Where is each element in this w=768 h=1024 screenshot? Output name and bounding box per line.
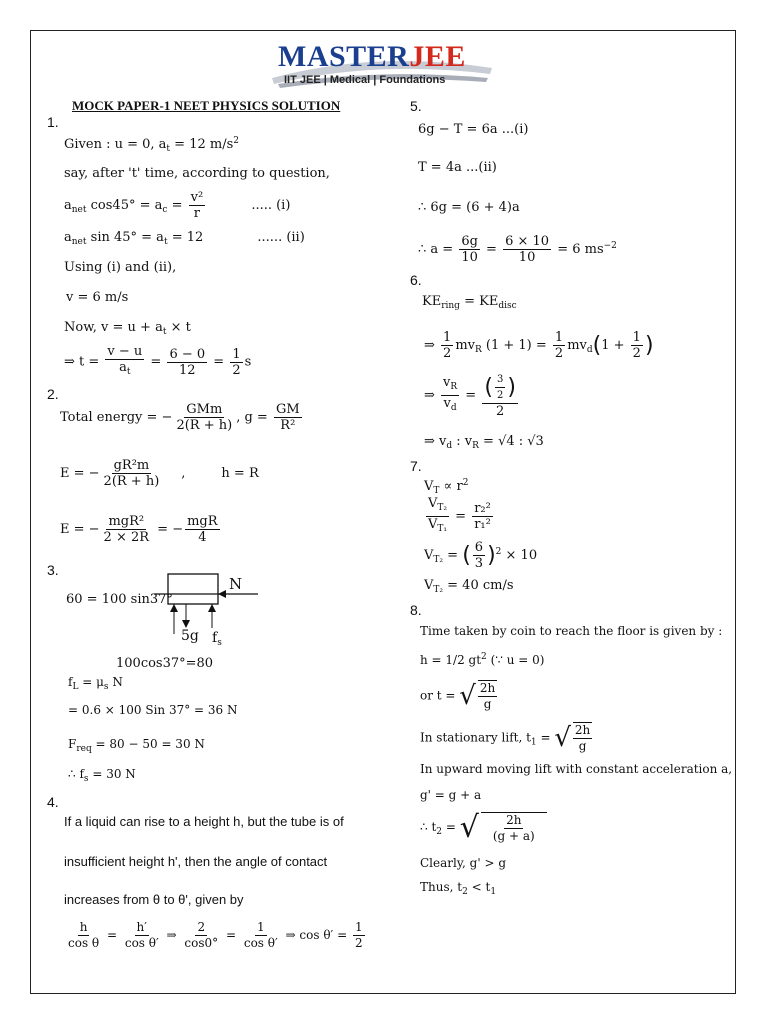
- q5-l1: 6g − T = 6a ...(i): [418, 122, 529, 137]
- q5-l4: ∴ a = $\frac{6g}{10}$ = $\frac{6 \times 10}{10}$ = 6 $ms^{-2}$: [418, 234, 617, 265]
- q1-t: ⇒ t = $\frac{v - u}{a_t}$ = $\frac{6 - 0}{12}$ = $\frac{1}{2}$ s: [64, 344, 252, 378]
- question-number-4: 4.: [47, 794, 59, 810]
- question-number-2: 2.: [47, 386, 59, 402]
- q2-total-energy: Total energy = − $\frac{\text{GMm}}{2(R + h)}$ , g = $\frac{GM}{\text{R²}}$: [60, 402, 300, 433]
- question-number-7: 7.: [410, 458, 422, 474]
- q6-l2: ⇒ $\frac{1}{2}$ $mv_R$ (1 + 1) = $\frac{1}{2}$ $mv_d(1$ + $\frac{1}{2}$ ): [424, 330, 654, 361]
- q7-l1: $V_T \propto r^2$: [424, 478, 469, 496]
- q5-l3: ∴ 6g = (6 + 4)a: [418, 200, 520, 215]
- question-number-1: 1.: [47, 114, 59, 130]
- q8-p7: ∴ $t_2$ = √ $\frac{2h}{(g + a)}$: [420, 810, 549, 845]
- q1-now: Now, $v = u + a_t \times t$: [64, 320, 191, 337]
- q3-block-diagram: [150, 568, 270, 658]
- q1-eq2: $a_{net}$ $\sin 45^\circ = a_t = 12$ ...... (ii): [64, 230, 305, 247]
- q8-p5: In upward moving lift with constant acceleration a,: [420, 762, 733, 776]
- masterjee-logo: [268, 38, 496, 94]
- q8-p9: Thus, $t_2 < t_1$: [420, 880, 497, 897]
- q8-p8: Clearly, g' > g: [420, 856, 507, 870]
- q1-using: Using (i) and (ii),: [64, 260, 177, 275]
- q8-p6: g' = g + a: [420, 788, 482, 802]
- q1-say: say, after 't' time, according to question,: [64, 166, 330, 181]
- q1-v: v = 6 m/s: [66, 290, 129, 305]
- q3-top-label: 60 = 100 sin37°: [66, 592, 173, 607]
- question-number-3: 3.: [47, 562, 59, 578]
- q2-e2: E = − $\frac{\text{mgR²}}{2 \times 2R}$ = − $\frac{\text{mgR}}{4}$: [60, 514, 218, 545]
- q4-p2: insufficient height h', then the angle of contact: [64, 854, 328, 869]
- q7-l3: $V_{T_2}$ = ( $\frac{6}{3}$ )$^2$ × 10: [424, 540, 538, 571]
- question-number-6: 6.: [410, 272, 422, 288]
- q6-ke: $KE_{ring} = KE_{disc}$: [422, 294, 517, 311]
- q3-l3: $F_{req} = 80 - 50 = 30$ N: [68, 737, 205, 754]
- logo-brand-jee: JEE: [409, 40, 466, 73]
- question-number-8: 8.: [410, 602, 422, 618]
- logo-brand-master: MASTER: [278, 40, 410, 73]
- q3-weight-label: 5g: [181, 628, 199, 644]
- q4-p3: increases from θ to θ', given by: [64, 892, 244, 907]
- q1-given: Given : u = 0, $a_t = 12$ $m/s^2$: [64, 136, 239, 154]
- q3-normal-label: N: [229, 575, 243, 593]
- q3-friction-label: $f_s$: [212, 630, 222, 648]
- question-number-5: 5.: [410, 98, 422, 114]
- q8-p4: In stationary lift, $t_1$ = √ $\frac{2h}{g}$: [420, 723, 591, 753]
- q6-l3: ⇒ $\frac{v_R}{v_d}$ = ( $\frac{3}{2}$ ) 2: [424, 374, 516, 419]
- q3-l2: = 0.6 × 100 Sin 37° = 36 N: [68, 703, 238, 717]
- q8-p1: Time taken by coin to reach the floor is given by :: [420, 624, 723, 638]
- q7-l4: $V_{T_2} = 40$ cm/s: [424, 578, 514, 595]
- q4-equation: $\frac{h}{\text{cos θ}}$ = $\frac{h'}{\text{cos θ′}}$ ⇒ $\frac{2}{\cos 0^\circ}$ = $\frac{1}{\text{cos θ′}}$ ⇒ cos θ′ = $\frac{1}{2}$: [68, 920, 363, 950]
- q3-bottom-label: 100cos37°=80: [116, 656, 214, 671]
- q6-l4: ⇒ $v_d$ : $v_R = √4$ : √3: [424, 434, 544, 451]
- q1-eq1: $a_{net}$ $\cos 45^\circ = a_c$ = $\frac{\text{v²}}{r}$ ..... (i): [64, 190, 291, 221]
- logo-tagline: IIT JEE | Medical | Foundations: [284, 74, 446, 86]
- page-title: MOCK PAPER-1 NEET PHYSICS SOLUTION: [72, 98, 341, 113]
- q5-l2: T = 4a ...(ii): [418, 160, 497, 175]
- q3-l4: ∴ $f_s = 30$ N: [68, 767, 136, 784]
- q4-p1: If a liquid can rise to a height h, but the tube is of: [64, 814, 344, 829]
- q7-l2: $\frac{V_{T_2}}{V_{T_1}}$ = $\frac{\text{r₂²}}{\text{r₁²}}$: [428, 496, 491, 534]
- q8-p3: or t = √ $\frac{2h}{g}$: [420, 681, 496, 711]
- q8-p2: h = 1/2 $gt^2$ (∵ u = 0): [420, 652, 545, 667]
- q3-l1: $f_L = \mu_s$ N: [68, 675, 123, 692]
- q2-e1: E = − $\frac{\text{gR²m}}{2(R + h)}$ , h = R: [60, 458, 259, 489]
